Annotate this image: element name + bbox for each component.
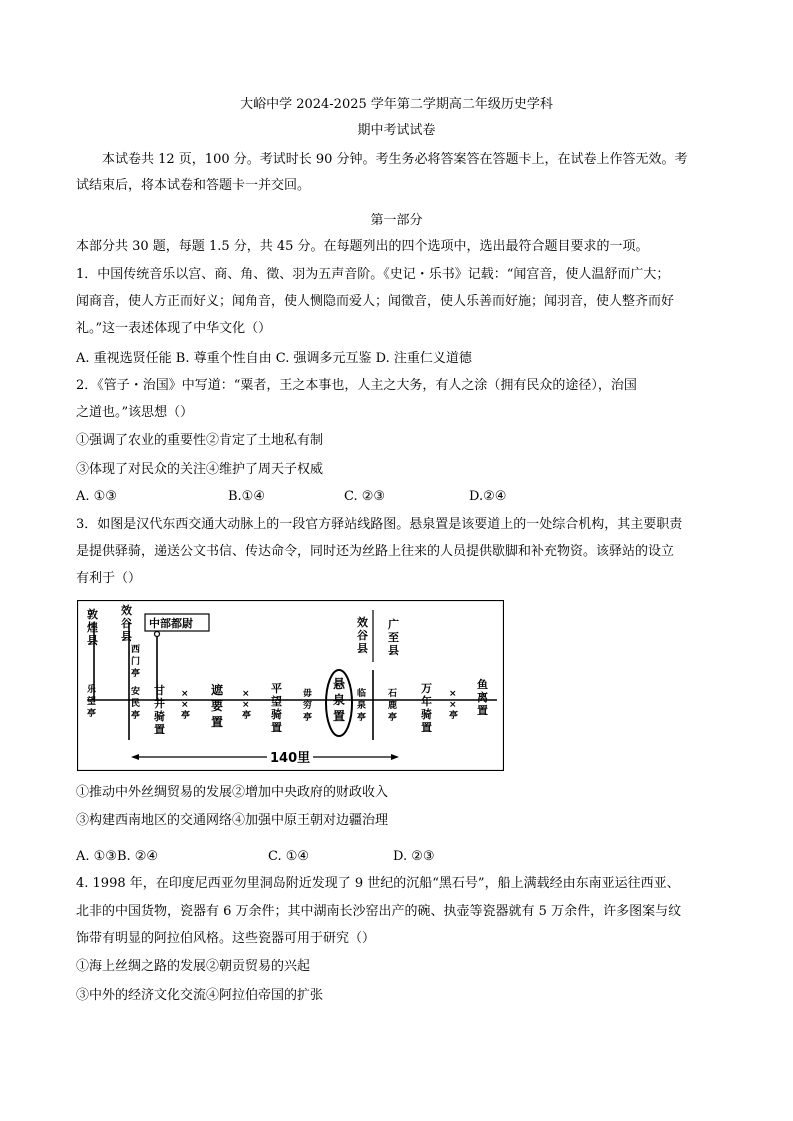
q4-items-1: ①海上丝绸之路的发展②朝贡贸易的兴起 [76,959,311,974]
label-xiaogu-2: 效谷县 [357,616,368,655]
q1-line-3: 礼。”这一表述体现了中华文化（） [76,321,272,336]
q3-items-2: ③构建西南地区的交通网络④加强中原王朝对边疆治理 [76,813,389,828]
exam-title: 大峪中学 2024-2025 学年第二学期高二年级历史学科 [240,97,553,112]
q4-line-2: 北非的中国货物，瓷器有 6 万余件；其中湖南长沙窑出产的碗、执壶等瓷器就有 5 万余件，许多图案与纹 [76,904,682,919]
intro-line-1: 本试卷共 12 页，100 分。考试时长 90 分钟。考生务必将答案答在答题卡上，在试卷上作答无效。考 [102,152,688,167]
label-xx-2: × ×亭 [242,689,252,721]
label-zhongbu: 中部都尉 [149,617,193,630]
label-shilu: 石鹿亭 [388,689,398,723]
part-title: 第一部分 [370,213,423,228]
q2-line-2: 之道也。”该思想（） [76,405,194,420]
label-pingwang: 平望骑置 [271,682,282,734]
q2-option-a: A. ①③ [76,489,117,504]
label-zheyao: 遮要置 [211,683,224,729]
q1-line-1: 1．中国传统音乐以宫、商、角、徵、羽为五声音阶。《史记・乐书》记载：“闻宫音，使人温舒而广大； [76,267,670,282]
label-distance: 140里 [270,751,311,766]
label-guangzhi: 广至县 [388,618,399,657]
q3-items-1: ①推动中外丝绸贸易的发展②增加中央政府的财政收入 [76,785,389,800]
label-xx-1: × ×亭 [181,689,191,721]
q3-option-c: C. ①④ [268,849,310,864]
q2-items-1: ①强调了农业的重要性②肯定了土地私有制 [76,433,324,448]
label-xiaogu-1: 效谷县 [121,604,132,643]
label-xuanquan: 悬泉置 [333,677,346,723]
q2-option-c: C. ②③ [344,489,386,504]
label-linquan: 临泉亭 [357,689,367,723]
q2-option-b: B.①④ [228,489,265,504]
label-xx-3: × ×亭 [449,689,459,721]
label-anmin: 安民亭 [131,687,141,721]
exam-subtitle: 期中考试试卷 [357,123,436,138]
q3-line-1: 3．如图是汉代东西交通大动脉上的一段官方驿站线路图。悬泉置是该要道上的一处综合机构，其主要职责 [76,517,683,532]
label-wuqiong: 毋穷亭 [303,689,313,723]
q1-options: A. 重视选贤任能 B. 尊重个性自由 C. 强调多元互鉴 D. 注重仁义道德 [76,351,472,366]
label-wannian: 万年骑置 [421,682,432,734]
label-ganjing: 甘井骑置 [154,684,165,736]
label-lewang: 乐望亭 [87,685,97,719]
part-instruction: 本部分共 30 题，每题 1.5 分，共 45 分。在每题列出的四个选项中，选出最符合题目要求的一项。 [76,239,649,254]
q2-line-1: 2．《管子・治国》中写道：“粟者，王之本事也，人主之大务，有人之涂（拥有民众的途径），治国 [76,378,637,393]
q4-line-3: 饰带有明显的阿拉伯风格。这些瓷器可用于研究（） [76,931,376,946]
q1-line-2: 闻商音，使人方正而好义；闻角音，使人恻隐而爱人；闻徵音，使人乐善而好施；闻羽音，使人整齐而好 [76,294,675,309]
q4-items-2: ③中外的经济文化交流④阿拉伯帝国的扩张 [76,988,324,1003]
q3-line-2: 是提供驿骑，递送公文书信、传达命令，同时还为丝路上往来的人员提供歇脚和补充物资。该驿站的设立 [76,544,675,559]
q3-option-d: D. ②③ [393,849,435,864]
label-yuli: 鱼离置 [477,678,488,717]
q2-items-2: ③体现了对民众的关注④维护了周天子权威 [76,462,324,477]
label-dunhuang: 敦煌县 [87,608,98,647]
q4-line-1: 4. 1998 年，在印度尼西亚勿里洞岛附近发现了 9 世纪的沉船“黑石号”，船上满载经由东南亚运往西亚、 [76,876,680,891]
relay-route-map [77,600,504,771]
label-ximen: 西门亭 [131,645,141,679]
q3-option-ab: A. ①③B. ②④ [76,849,159,864]
q3-line-3: 有利于（） [76,571,142,586]
intro-line-2: 试结束后，将本试卷和答题卡一并交回。 [76,178,311,193]
zhongbu-node [155,632,160,637]
q2-option-d: D.②④ [469,489,507,504]
